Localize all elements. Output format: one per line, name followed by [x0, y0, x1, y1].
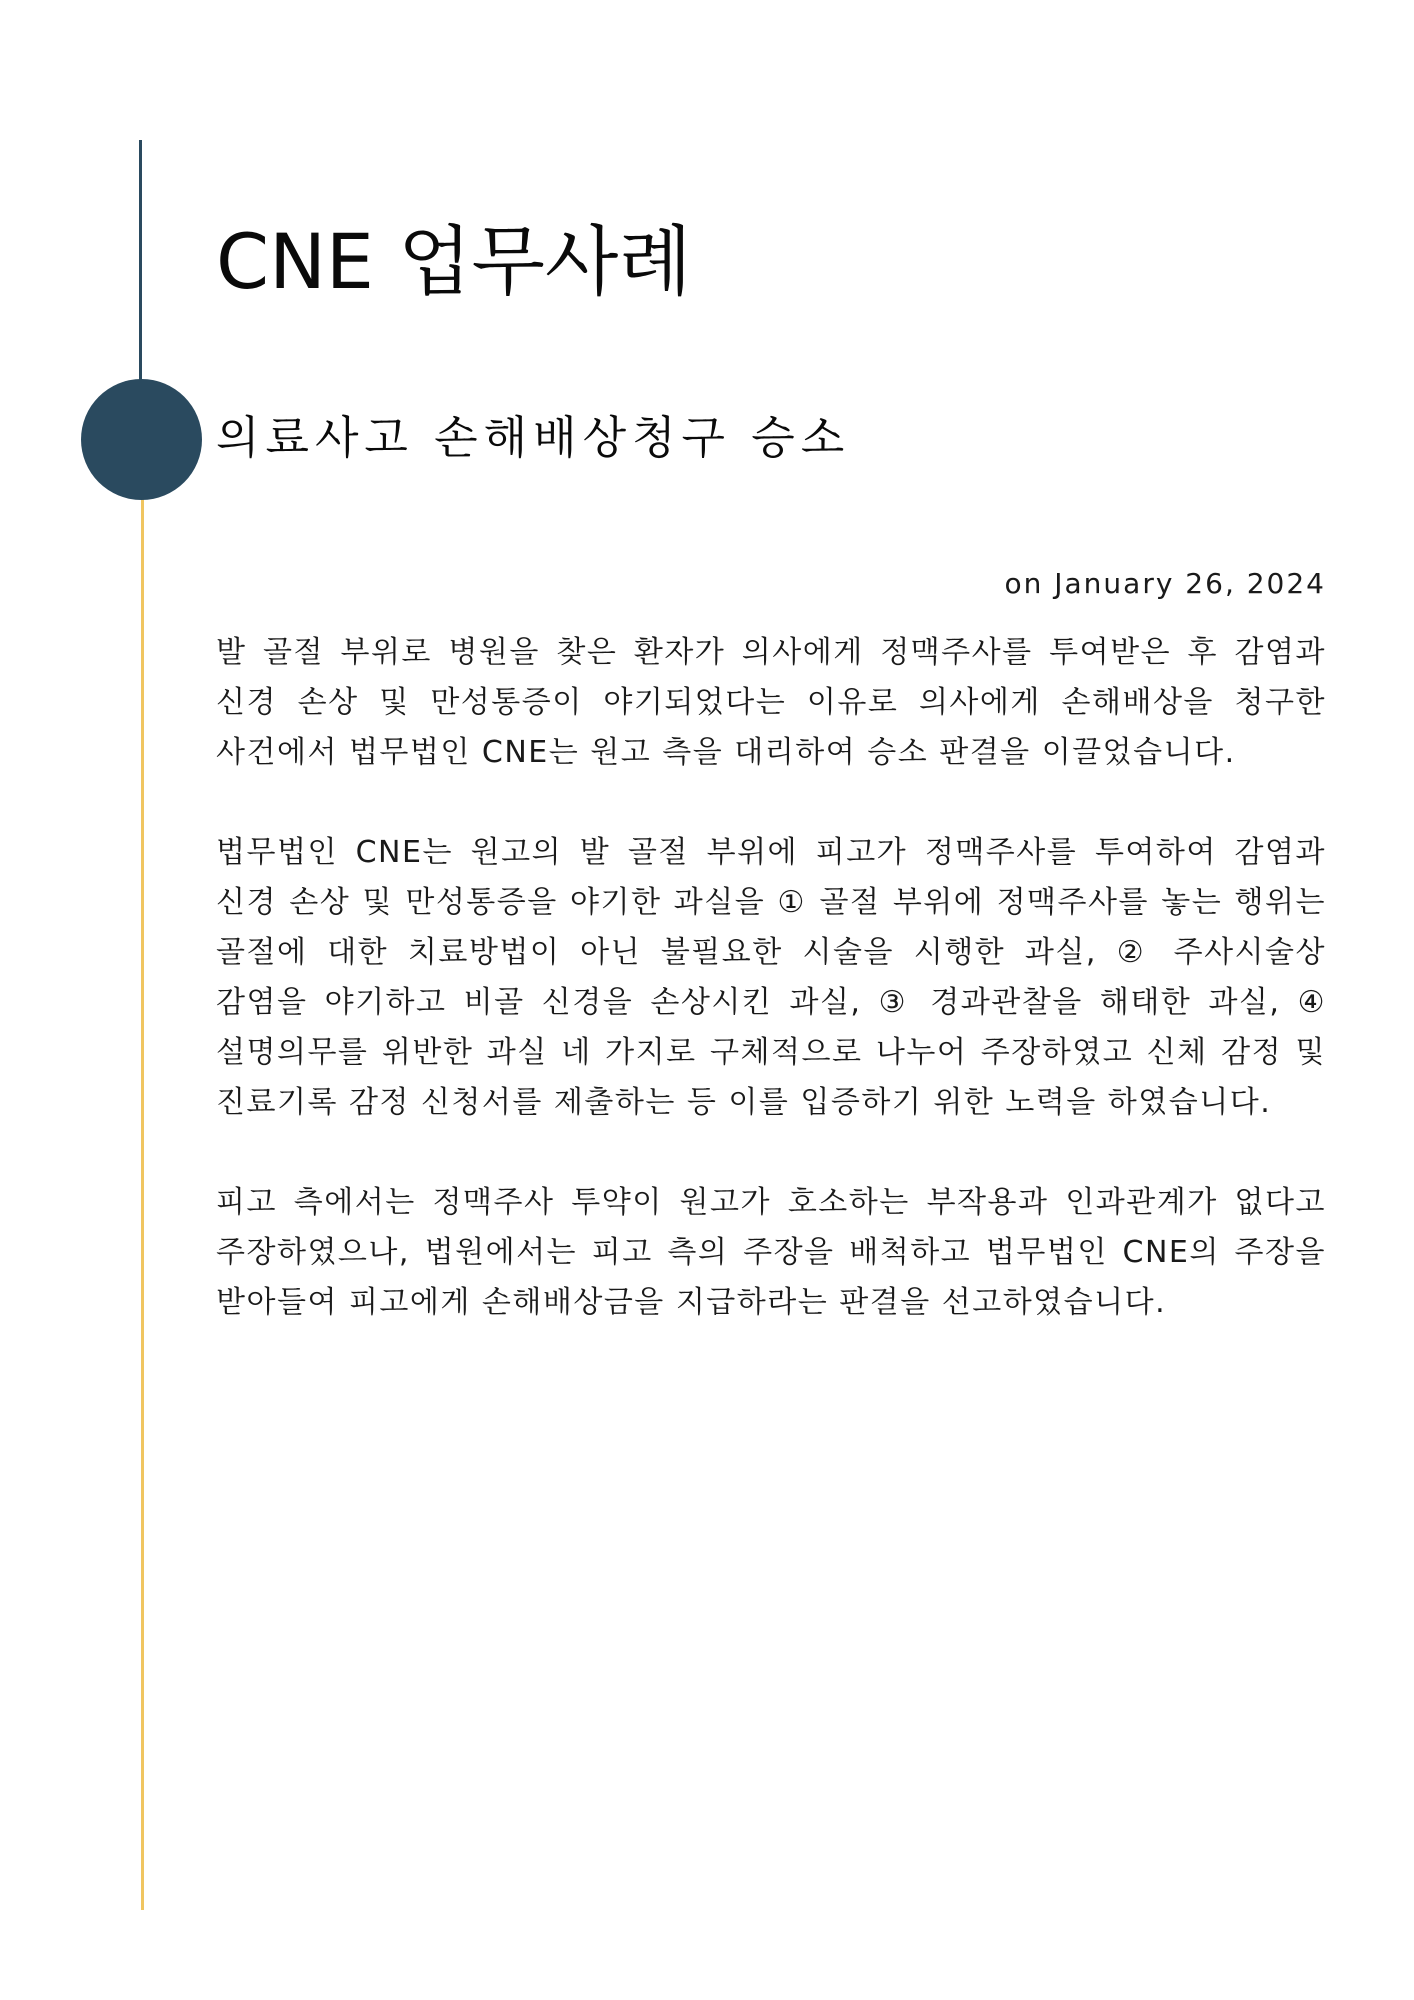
timeline-circle	[81, 379, 202, 500]
page-title: CNE 업무사례	[216, 217, 692, 306]
paragraph-2: 법무법인 CNE는 원고의 발 골절 부위에 피고가 정맥주사를 투여하여 감염과 신경 손상 및 만성통증을 야기한 과실을 ① 골절 부위에 정맥주사를 놓는 행위는 골절에 대한 치료방법이 아닌 불필요한 시술을 시행한 과실, ② 주사시술상 감염을 야기하고 비골 신경을 손상시킨 과실, ③ 경과관찰을 해태한 과실, ④ 설명의무를 위반한 과실 네 가지로 구체적으로 나누어 주장하였고 신체 감정 및 진료기록 감정 신청서를 제출하는 등 이를 입증하기 위한 노력을 하였습니다.	[216, 835, 1326, 1120]
paragraph-1: 발 골절 부위로 병원을 찾은 환자가 의사에게 정맥주사를 투여받은 후 감염과 신경 손상 및 만성통증이 야기되었다는 이유로 의사에게 손해배상을 청구한 사건에서 법무법인 CNE는 원고 측을 대리하여 승소 판결을 이끌었습니다.	[216, 635, 1326, 770]
paragraph-3: 피고 측에서는 정맥주사 투약이 원고가 호소하는 부작용과 인과관계가 없다고 주장하였으나, 법원에서는 피고 측의 주장을 배척하고 법무법인 CNE의 주장을 받아들여 피고에게 손해배상금을 지급하라는 판결을 선고하였습니다.	[216, 1185, 1326, 1320]
publish-date: on January 26, 2024	[1004, 567, 1326, 600]
article-body	[216, 628, 1326, 1378]
timeline-line-bottom	[141, 438, 144, 1910]
page-subtitle: 의료사고 손해배상청구 승소	[216, 411, 851, 464]
